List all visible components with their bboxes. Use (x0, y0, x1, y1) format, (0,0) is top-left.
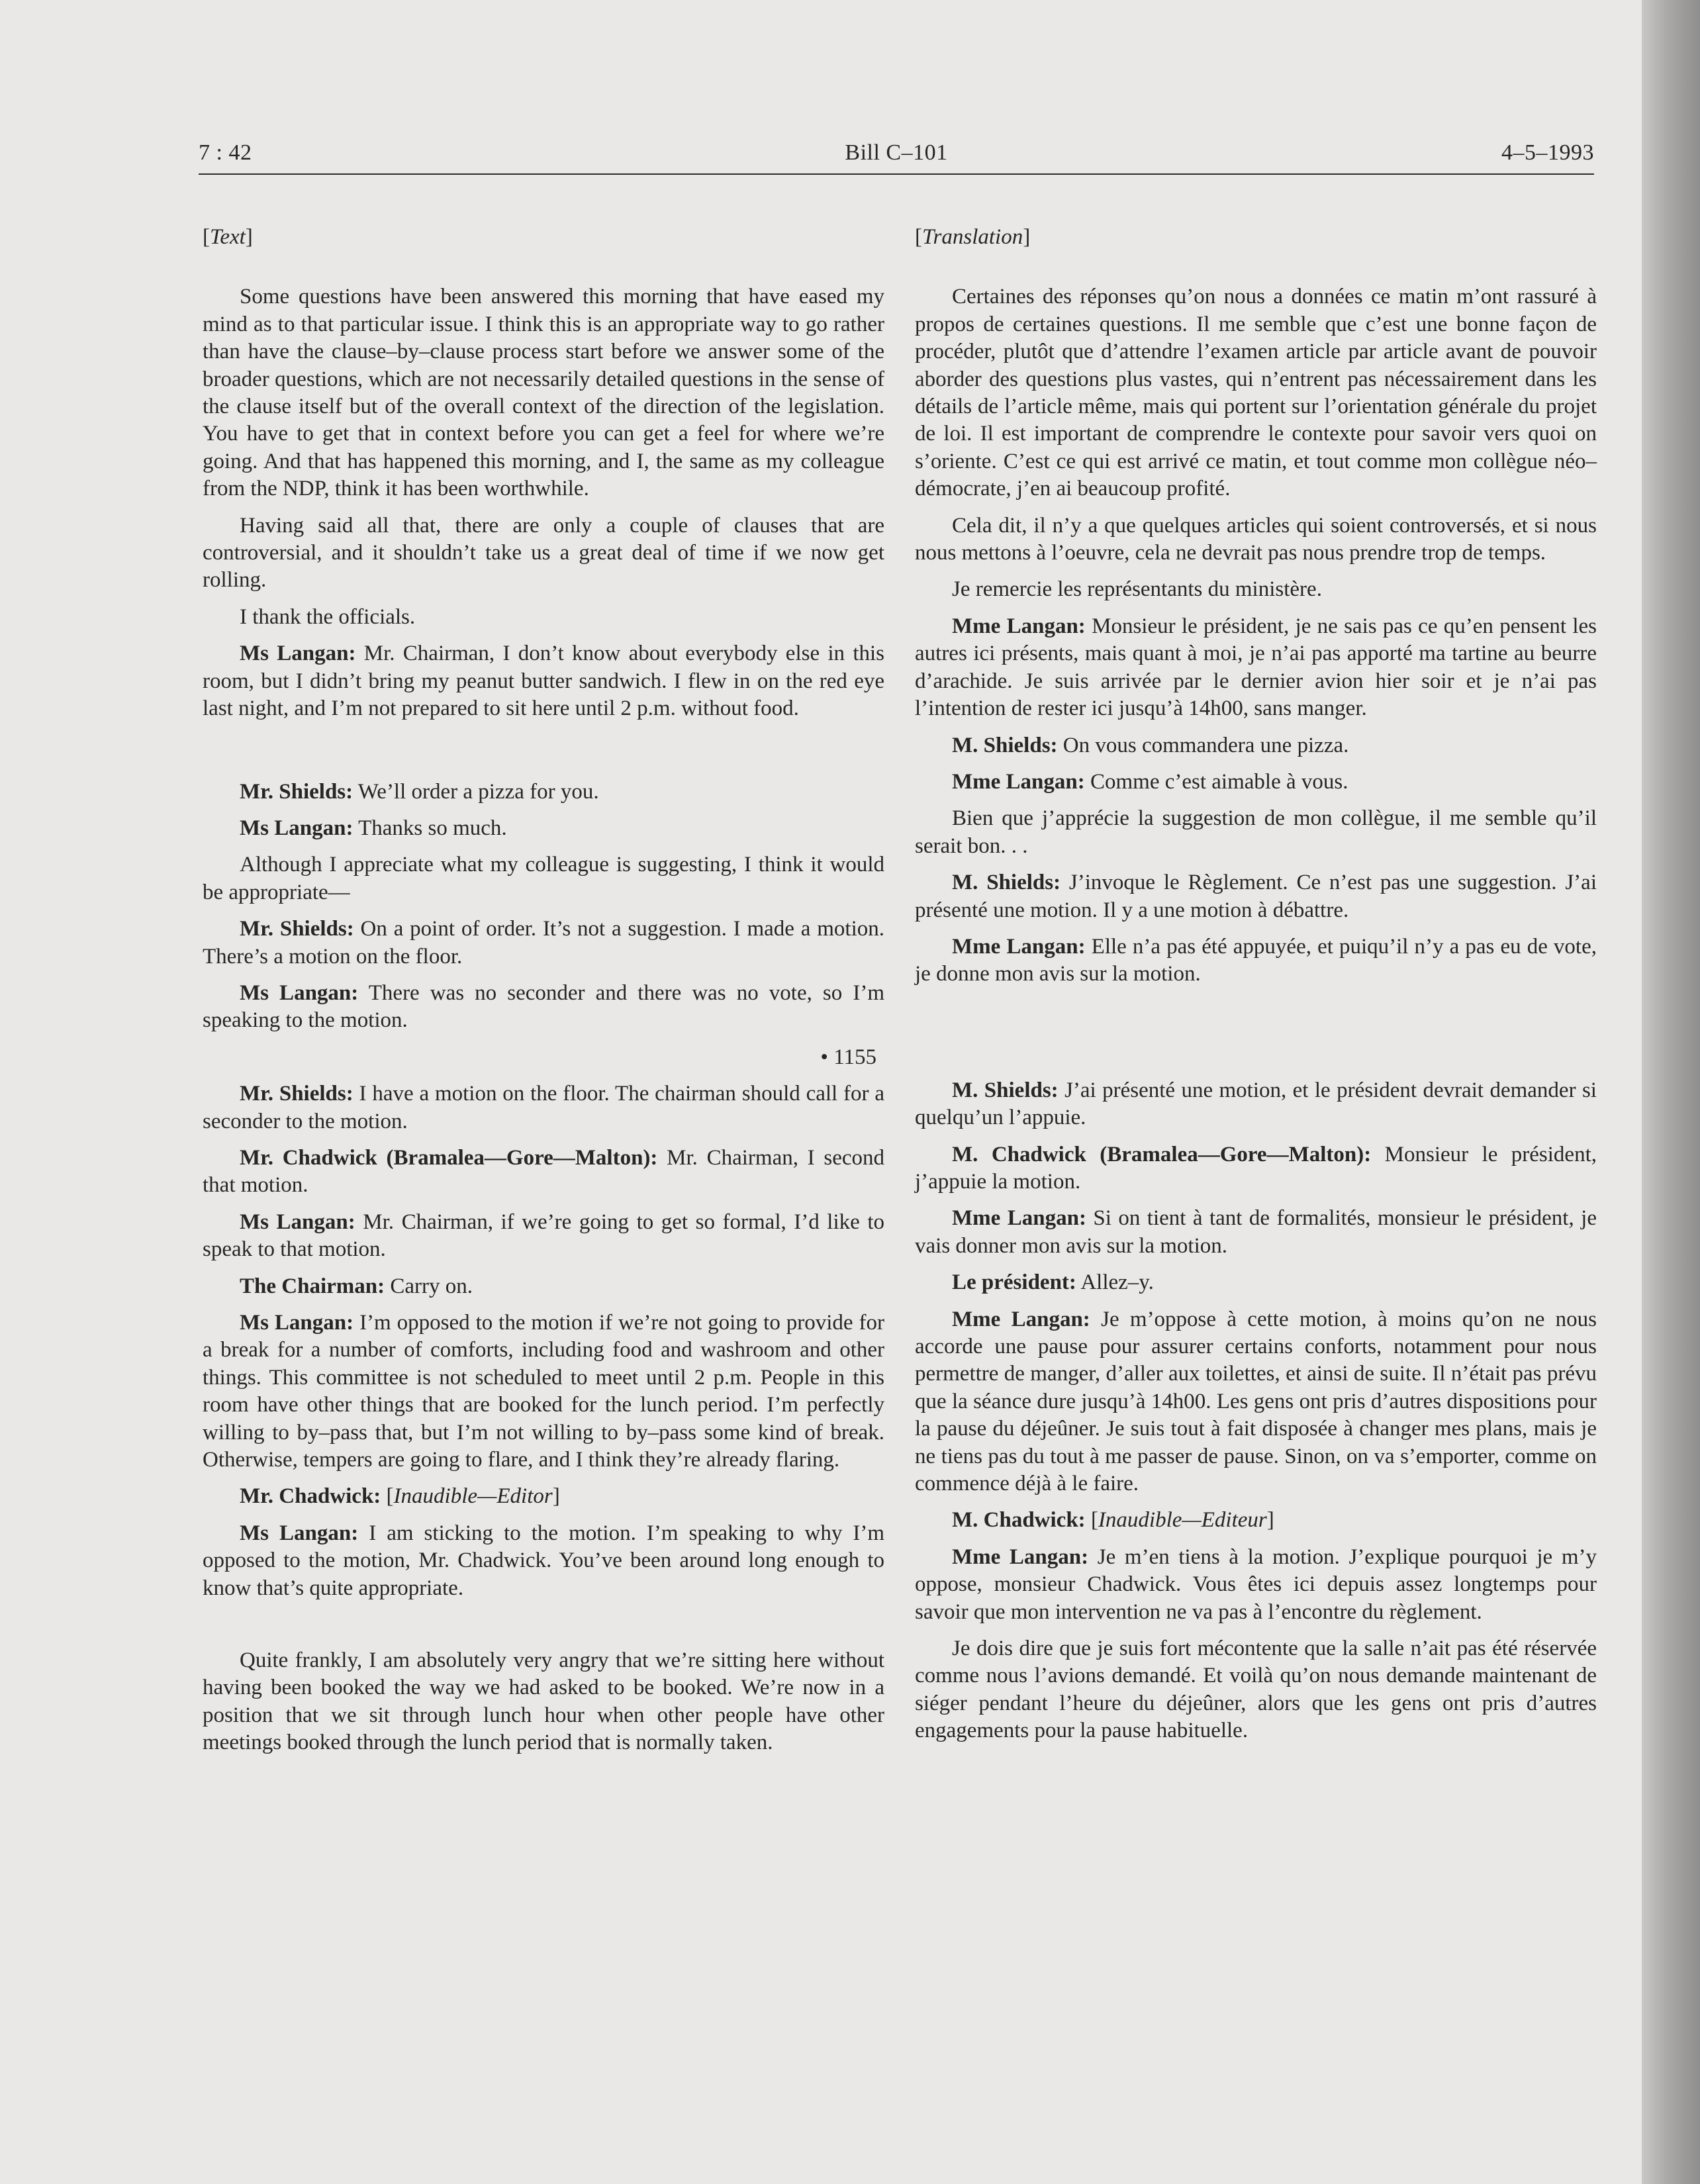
speech: Mr. Shields: On a point of order. It’s not a suggestion. I made a motion. There’s a motion on the floor. (203, 917, 884, 969)
speech: M. Chadwick (Bramalea—Gore—Malton): Monsieur le président, j’appuie la motion. (915, 1142, 1597, 1194)
speech: Mme Langan: Je m’oppose à cette motion, à moins qu’on ne nous accorde une pause pour assurer certains conforts, notamment pour nous permettre de manger, d’aller aux toilettes, et ainsi de suite. Il n’était pas prévu que la séance dure jusqu’à 14h00. Les gens ont pris d’autres dispositions pour la pause du déjeûner. Je suis tout à fait disposée à changer mes plans, mais je ne tiens pas du tout à me passer de pause. Sinon, on va s’emporter, comme on commence déjà à le faire. (915, 1307, 1597, 1496)
speaker: Mme Langan: (952, 1544, 1089, 1569)
paragraph: Having said all that, there are only a couple of clauses that are controversial, and it shouldn’t take us a great deal of time if we now get rolling. (203, 513, 884, 593)
speaker: Mr. Shields: (240, 917, 354, 941)
header-rule (199, 173, 1594, 175)
speaker: Le président: (952, 1270, 1076, 1295)
speaker: M. Shields: (952, 871, 1061, 895)
paragraph: I thank the officials. (240, 604, 416, 629)
spacer (915, 998, 1597, 1077)
speech: M. Chadwick: [Inaudible—Editeur] (952, 1508, 1274, 1533)
speaker: Ms Langan: (240, 1210, 355, 1234)
english-column (203, 224, 884, 1766)
speaker: Mr. Chadwick (Bramalea—Gore—Malton): (240, 1145, 658, 1170)
speech: Mr. Shields: We’ll order a pizza for you. (240, 779, 599, 804)
paragraph: Some questions have been answered this morning that have eased my mind as to that particular issue. I think this is an appropriate way to go rather than have the clause–by–clause process start before we answer some of the broader questions, which are not necessarily detailed questions in the sense of the clause itself but of the overall context of the direction of the legislation. You have to get that in context before you can get a feel for where we’re going. And that has happened this morning, and I, the same as my colleague from the NDP, think it has been worthwhile. (203, 285, 884, 501)
speech: M. Shields: On vous commandera une pizza. (952, 733, 1349, 757)
text-label: [Text] (203, 225, 253, 249)
speech: Mr. Chadwick: [Inaudible—Editor] (240, 1484, 560, 1509)
paragraph: Quite frankly, I am absolutely very angry that we’re sitting here without having been booked the way we had asked to be booked. We’re now in a position that we sit through lunch hour when other people have other meetings booked through the lunch period that is normally taken. (203, 1648, 884, 1755)
speaker: Ms Langan: (240, 980, 359, 1005)
speaker: M. Chadwick (Bramalea—Gore—Malton): (952, 1142, 1372, 1166)
paragraph: Although I appreciate what my colleague is suggesting, I think it would be appropriate— (203, 853, 884, 904)
page-number: 7 : 42 (199, 140, 252, 165)
speech: Mr. Chadwick (Bramalea—Gore—Malton): Mr. Chairman, I second that motion. (203, 1145, 884, 1198)
bill-title: Bill C–101 (845, 140, 948, 165)
speech: Mme Langan: Comme c’est aimable à vous. (952, 769, 1348, 794)
speech: Ms Langan: Thanks so much. (240, 816, 507, 840)
speaker: Mme Langan: (952, 934, 1086, 959)
paragraph: Je remercie les représentants du ministère. (952, 577, 1322, 602)
paragraph: Je dois dire que je suis fort mécontente que la salle n’ait pas été réservée comme nous l’avions demandé. Et voilà qu’on nous demande maintenant de siéger pendant l’heure du déjeûner, alors que les gens ont pris d’autres engagements pour la pause habituelle. (915, 1637, 1597, 1743)
speech: M. Shields: J’ai présenté une motion, et le président devrait demander si quelqu’un l’appuie. (915, 1078, 1597, 1130)
speech: Mme Langan: Monsieur le président, je ne sais pas ce qu’en pensent les autres ici présents, mais quant à moi, je n’ai pas apporté ma tartine au beurre d’arachide. Je suis arrivée par le dernier avion hier soir et je n’ai pas l’intention de rester ici jusqu’à 14h00, sans manger. (915, 614, 1597, 721)
speech: M. Shields: J’invoque le Règlement. Ce n’est pas une suggestion. J’ai présenté une motion. Il y a une motion à débattre. (915, 871, 1597, 922)
speech: Ms Langan: I am sticking to the motion. I’m speaking to why I’m opposed to the motion, Mr. Chadwick. You’ve been around long enough to know that’s quite appropriate. (203, 1521, 884, 1600)
page-edge (1642, 0, 1700, 2184)
speaker: Mme Langan: (952, 1307, 1090, 1331)
header-date: 4–5–1993 (1501, 140, 1594, 165)
speaker: Ms Langan: (240, 1311, 354, 1335)
translation-label: [Translation] (915, 225, 1031, 249)
speech: Mme Langan: Elle n’a pas été appuyée, et puiqu’il n’y a pas eu de vote, je donne mon avis sur la motion. (915, 934, 1597, 986)
speech: Ms Langan: I’m opposed to the motion if we’re not going to provide for a break for a number of comforts, including food and washroom and other things. This committee is not scheduled to meet until 2 p.m. People in this room have other things that are booked for the lunch period. I’m perfectly willing to by–pass that, but I’m not willing to by–pass some kind of break. Otherwise, tempers are going to flare, and I think they’re already flaring. (203, 1311, 884, 1472)
paragraph: Cela dit, il n’y a que quelques articles qui soient controversés, et si nous nous mettons à l’oeuvre, cela ne devrait pas nous prendre trop de temps. (915, 513, 1597, 565)
speech: Mr. Shields: I have a motion on the floor. The chairman should call for a seconder to the motion. (203, 1082, 884, 1133)
speech: Mme Langan: Si on tient à tant de formalités, monsieur le président, je vais donner mon avis sur la motion. (915, 1206, 1597, 1258)
speaker: M. Shields: (952, 733, 1058, 757)
speech: Ms Langan: Mr. Chairman, if we’re going to get so formal, I’d like to speak to that motion. (203, 1210, 884, 1262)
speaker: Ms Langan: (240, 816, 354, 840)
spacer (203, 1611, 884, 1647)
time-marker: • 1155 (820, 1045, 876, 1069)
french-column (915, 224, 1597, 1754)
speaker: Mr. Shields: (240, 779, 354, 804)
speaker: The Chairman: (240, 1274, 385, 1298)
speech: Ms Langan: There was no seconder and there was no vote, so I’m speaking to the motion. (203, 980, 884, 1033)
paragraph: Certaines des réponses qu’on nous a données ce matin m’ont rassuré à propos de certaines questions. Il me semble que c’est une bonne façon de procéder, plutôt que d’attendre l’examen article par article avant de pouvoir aborder des questions plus vastes, qui n’entrent pas nécessairement dans les détails de l’article même, mais qui portent sur l’orientation générale du projet de loi. Il est important de comprendre le contexte pour savoir vers quoi on s’oriente. C’est ce qui est arrivé ce matin, et tout comme mon collègue néo–démocrate, j’en ai beaucoup profité. (915, 285, 1597, 501)
speaker: Ms Langan: (240, 641, 356, 666)
speaker: Mr. Shields: (240, 1082, 354, 1106)
speaker: Mme Langan: (952, 1206, 1086, 1231)
speaker: Mme Langan: (952, 769, 1085, 794)
speech: Le président: Allez–y. (952, 1270, 1154, 1295)
speech: Mme Langan: Je m’en tiens à la motion. J’explique pourquoi je m’y oppose, monsieur Chadwick. Vous êtes ici depuis assez longtemps pour savoir que mon intervention ne va pas à l’encontre du règlement. (915, 1544, 1597, 1624)
speech: Ms Langan: Mr. Chairman, I don’t know about everybody else in this room, but I didn’t bring my peanut butter sandwich. I flew in on the red eye last night, and I’m not prepared to sit here until 2 p.m. without food. (203, 641, 885, 721)
spacer (203, 732, 884, 779)
speaker: Mr. Chadwick: (240, 1484, 381, 1509)
speaker: Mme Langan: (952, 614, 1086, 638)
speaker: Ms Langan: (240, 1521, 359, 1545)
paragraph: Bien que j’apprécie la suggestion de mon collègue, il me semble qu’il serait bon. . . (915, 806, 1597, 858)
speaker: M. Chadwick: (952, 1508, 1086, 1533)
speech: The Chairman: Carry on. (240, 1274, 473, 1298)
speaker: M. Shields: (952, 1078, 1059, 1102)
